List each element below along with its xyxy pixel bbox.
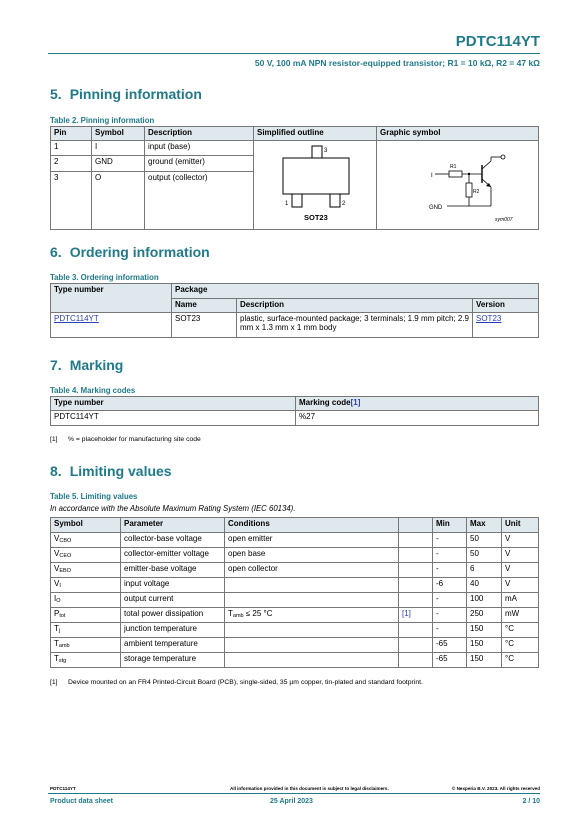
unit-cell: V	[502, 533, 539, 548]
table-row	[51, 608, 539, 623]
table-cell: O	[92, 171, 145, 229]
pinning-table	[50, 126, 539, 230]
conditions-cell	[225, 578, 399, 593]
conditions-cell	[225, 548, 399, 563]
condition-text: T	[228, 609, 233, 618]
symbol-text: V	[54, 564, 60, 573]
footer-rule	[48, 793, 540, 794]
min-cell: -65	[433, 653, 467, 668]
symbol-cell	[51, 623, 121, 638]
section-number: 5.	[50, 86, 62, 102]
table-row	[51, 653, 539, 668]
col-header: Max	[467, 518, 502, 533]
col-header: Type number	[51, 284, 172, 313]
parameter-cell: emitter-base voltage	[121, 563, 225, 578]
min-cell: -	[433, 563, 467, 578]
min-cell: -	[433, 533, 467, 548]
section-heading-marking	[50, 357, 131, 373]
table-row	[51, 638, 539, 653]
footnote	[50, 679, 423, 686]
footnote-text: Device mounted on an FR4 Printed-Circuit Board (PCB), single-sided, 35 µm copper, tin-plated and standard footprint.	[68, 679, 423, 686]
footnote-ref-link	[399, 548, 433, 563]
col-header: Description	[237, 299, 473, 313]
conditions-cell	[225, 533, 399, 548]
symbol-code: sym007	[495, 217, 513, 223]
min-cell: -	[433, 548, 467, 563]
footer-date: 25 April 2023	[270, 798, 313, 805]
footnote-ref-link	[399, 563, 433, 578]
input-label: I	[431, 173, 433, 179]
table-cell: PDTC114YT	[51, 411, 296, 426]
min-cell: -65	[433, 638, 467, 653]
section-number: 8.	[50, 463, 62, 479]
symbol-cell	[51, 578, 121, 593]
parameter-cell: collector-emitter voltage	[121, 548, 225, 563]
condition-text: open collector	[228, 564, 278, 573]
symbol-subscript: amb	[58, 643, 70, 649]
unit-cell: mA	[502, 593, 539, 608]
symbol-subscript: O	[56, 598, 61, 604]
pin-label: 1	[285, 201, 289, 207]
footnote-ref: [1]	[50, 679, 58, 686]
footer-doc-id: PDTC114YT	[50, 786, 76, 791]
footer-page-number: 2 / 10	[522, 798, 540, 805]
r2-label: R2	[473, 189, 480, 195]
footnote-ref-link	[399, 593, 433, 608]
table-cell: GND	[92, 156, 145, 171]
col-header: Symbol	[51, 518, 121, 533]
footnote-ref-link	[399, 638, 433, 653]
table-caption: Table 4. Marking codes	[50, 386, 136, 395]
table-cell: 2	[51, 156, 92, 171]
symbol-cell	[51, 563, 121, 578]
section-title: Marking	[69, 357, 124, 373]
condition-text: open base	[228, 549, 266, 558]
max-cell: 250	[467, 608, 502, 623]
col-header: Parameter	[121, 518, 225, 533]
unit-cell: V	[502, 578, 539, 593]
parameter-cell: total power dissipation	[121, 608, 225, 623]
parameter-cell: collector-base voltage	[121, 533, 225, 548]
parameter-cell: storage temperature	[121, 653, 225, 668]
section-heading-ordering	[50, 244, 218, 260]
max-cell: 150	[467, 638, 502, 653]
footnote-text: % = placeholder for manufacturing site code	[68, 436, 201, 443]
max-cell: 50	[467, 533, 502, 548]
footnote-ref-link	[399, 653, 433, 668]
max-cell: 150	[467, 653, 502, 668]
conditions-cell	[225, 593, 399, 608]
type-number-link[interactable]: PDTC114YT	[51, 313, 172, 338]
table-row	[51, 623, 539, 638]
simplified-outline-cell	[254, 141, 377, 230]
footnote-ref-link[interactable]: [1]	[350, 398, 361, 407]
graphic-symbol-cell	[377, 141, 539, 230]
col-header: Type number	[51, 397, 296, 411]
marking-table	[50, 396, 539, 426]
symbol-text: V	[54, 579, 60, 588]
min-cell: -	[433, 593, 467, 608]
unit-cell: °C	[502, 638, 539, 653]
footnote-ref: [1]	[50, 436, 58, 443]
unit-cell: V	[502, 563, 539, 578]
unit-cell: mW	[502, 608, 539, 623]
symbol-text: T	[54, 624, 59, 633]
max-cell: 50	[467, 548, 502, 563]
table-cell: SOT23	[172, 313, 237, 338]
conditions-cell	[225, 653, 399, 668]
transistor-symbol-drawing	[377, 141, 537, 227]
footnote-ref-link	[399, 623, 433, 638]
symbol-subscript: j	[58, 628, 61, 634]
symbol-cell	[51, 593, 121, 608]
footnote-ref-link	[399, 533, 433, 548]
col-header	[296, 397, 539, 411]
footer-doc-type: Product data sheet	[50, 798, 114, 805]
condition-rest: ≤ 25 °C	[243, 609, 273, 618]
table-cell: %27	[296, 411, 539, 426]
symbol-subscript: CEO	[59, 553, 72, 559]
table-cell: 1	[51, 141, 92, 156]
symbol-text: T	[54, 639, 59, 648]
symbol-text: V	[54, 549, 60, 558]
condition-text: open emitter	[228, 534, 273, 543]
col-header: Simplified outline	[254, 127, 377, 141]
max-cell: 150	[467, 623, 502, 638]
table-row	[51, 533, 539, 548]
conditions-cell	[225, 623, 399, 638]
min-cell: -6	[433, 578, 467, 593]
table-row	[51, 548, 539, 563]
table-cell: output (collector)	[145, 171, 254, 229]
unit-cell: °C	[502, 623, 539, 638]
table-cell: 3	[51, 171, 92, 229]
ordering-table	[50, 283, 539, 338]
section-title: Ordering information	[69, 244, 210, 260]
gnd-label: GND	[429, 205, 443, 211]
max-cell: 6	[467, 563, 502, 578]
col-header: Graphic symbol	[377, 127, 539, 141]
footnote-ref-link	[399, 578, 433, 593]
section-title: Pinning information	[69, 86, 202, 102]
symbol-text: T	[54, 654, 59, 663]
r1-label: R1	[450, 164, 457, 170]
col-header: Pin	[51, 127, 92, 141]
pin-label: 3	[324, 148, 328, 154]
symbol-subscript: stg	[58, 658, 67, 664]
symbol-subscript: I	[59, 583, 61, 589]
symbol-subscript: tot	[59, 613, 66, 619]
parameter-cell: ambient temperature	[121, 638, 225, 653]
table-row	[51, 563, 539, 578]
section-title: Limiting values	[69, 463, 172, 479]
symbol-cell	[51, 653, 121, 668]
conditions-cell	[225, 638, 399, 653]
symbol-cell	[51, 638, 121, 653]
parameter-cell: input voltage	[121, 578, 225, 593]
unit-cell: °C	[502, 653, 539, 668]
col-header: Version	[473, 299, 539, 313]
table-cell: ground (emitter)	[145, 156, 254, 171]
limiting-table	[50, 517, 539, 668]
table-note: In accordance with the Absolute Maximum Rating System (IEC 60134).	[50, 504, 296, 513]
doc-title: PDTC114YT	[455, 33, 540, 50]
min-cell: -	[433, 608, 467, 623]
table-cell: input (base)	[145, 141, 254, 156]
symbol-text: P	[54, 609, 60, 618]
min-cell: -	[433, 623, 467, 638]
footer-legal: All information provided in this document is subject to legal disclaimers.	[230, 786, 389, 791]
symbol-subscript: EBO	[59, 568, 71, 574]
symbol-text: V	[54, 534, 60, 543]
table-caption: Table 3. Ordering information	[50, 273, 159, 282]
table-cell: I	[92, 141, 145, 156]
col-header	[399, 518, 433, 533]
symbol-cell	[51, 533, 121, 548]
col-header-text: Marking code	[299, 398, 351, 407]
col-header: Conditions	[225, 518, 399, 533]
table-row	[51, 593, 539, 608]
conditions-cell	[225, 563, 399, 578]
conditions-cell	[225, 608, 399, 623]
footnote-ref-link[interactable]: [1]	[399, 608, 433, 623]
section-heading-pinning	[50, 86, 210, 102]
header-rule	[48, 53, 540, 54]
table-row	[51, 578, 539, 593]
sot23-outline-drawing	[254, 141, 376, 227]
col-header: Unit	[502, 518, 539, 533]
table-caption: Table 5. Limiting values	[50, 492, 138, 501]
col-header: Name	[172, 299, 237, 313]
max-cell: 40	[467, 578, 502, 593]
col-header: Min	[433, 518, 467, 533]
parameter-cell: junction temperature	[121, 623, 225, 638]
doc-subtitle: 50 V, 100 mA NPN resistor-equipped transistor; R1 = 10 kΩ, R2 = 47 kΩ	[254, 58, 540, 68]
unit-cell: V	[502, 548, 539, 563]
symbol-subscript: CBO	[59, 538, 72, 544]
col-header: Package	[172, 284, 539, 299]
parameter-cell: output current	[121, 593, 225, 608]
symbol-cell	[51, 608, 121, 623]
section-number: 6.	[50, 244, 62, 260]
table-caption: Table 2. Pinning information	[50, 116, 155, 125]
symbol-cell	[51, 548, 121, 563]
max-cell: 100	[467, 593, 502, 608]
section-heading-limiting	[50, 463, 180, 479]
package-label: SOT23	[304, 213, 328, 222]
col-header: Symbol	[92, 127, 145, 141]
col-header: Description	[145, 127, 254, 141]
pin-label: 2	[342, 201, 346, 207]
version-link[interactable]: SOT23	[473, 313, 539, 338]
section-number: 7.	[50, 357, 62, 373]
symbol-text: I	[54, 594, 57, 603]
condition-subscript: amb	[232, 613, 244, 619]
table-cell: plastic, surface-mounted package; 3 terminals; 1.9 mm pitch; 2.9 mm x 1.3 mm x 1 mm body	[237, 313, 473, 338]
footnote	[50, 436, 201, 443]
footer-copyright: © Nexperia B.V. 2023. All rights reserved	[451, 786, 540, 791]
